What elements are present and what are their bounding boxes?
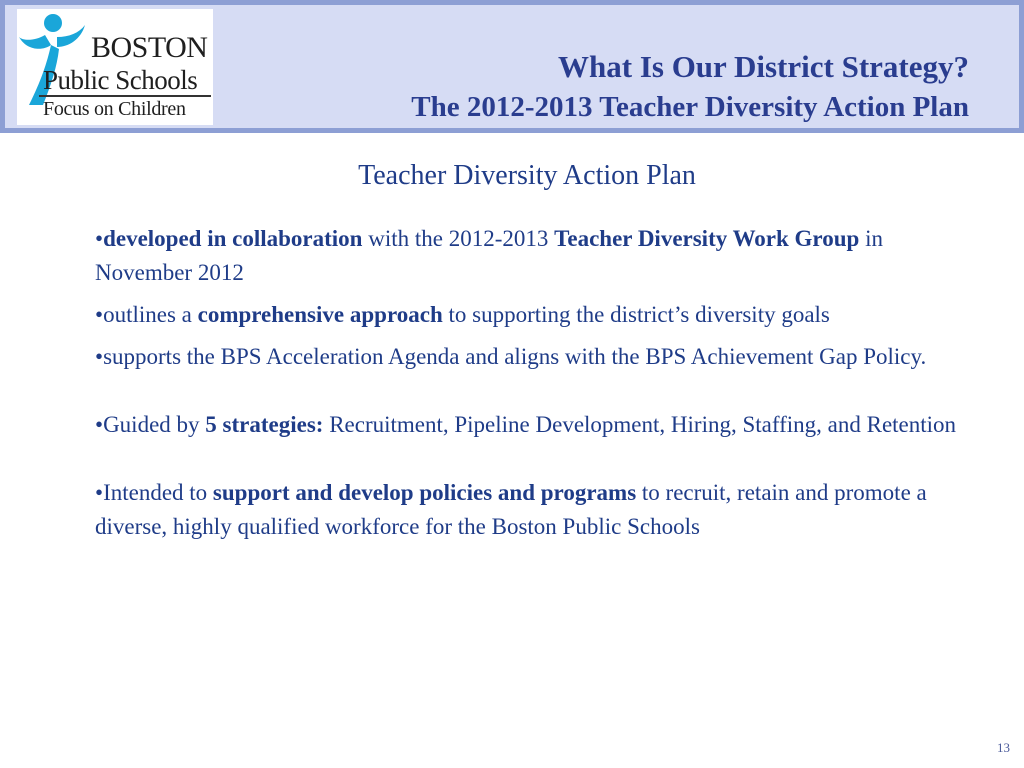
logo-text-boston: BOSTON [91,31,208,64]
bullet-text: outlines a [103,302,198,327]
bullet-text: Intended to [103,480,213,505]
bullet-text: supports the BPS Acceleration Agenda and aligns with the BPS Achievement Gap Policy. [103,344,927,369]
bullet-bold: 5 strategies: [205,412,324,437]
slide-title: What Is Our District Strategy? [558,49,969,84]
bullet-item: •Intended to support and develop policies and programs to recruit, retain and promote a diverse, highly qualified workforce for the Boston Public Schools [95,480,927,539]
page-number: 13 [997,740,1010,755]
bullet-text: with the 2012-2013 [362,226,555,251]
bullet-text: to recruit, retain and promote a diverse, highly qualified workforce for the Boston Public Schools [95,480,927,539]
slide-header [0,0,1024,133]
slide-subtitle: The 2012-2013 Teacher Diversity Action Plan [411,91,969,123]
bullet-text: Recruitment, Pipeline Development, Hiring, Staffing, and Retention [323,412,957,437]
bullet-item: •outlines a comprehensive approach to supporting the district’s diversity goals [95,302,830,327]
logo-text-public-schools: Public Schools [43,65,198,95]
bullet-item: •developed in collaboration with the 2012-2013 Teacher Diversity Work Group in November 2012 [95,226,883,285]
bullet-item: •Guided by 5 strategies: Recruitment, Pipeline Development, Hiring, Staffing, and Retention [95,412,957,437]
bullet-list [95,222,965,552]
bullet-text: to supporting the district’s diversity goals [442,302,830,327]
logo-text-tagline: Focus on Children [43,98,186,120]
bullet-bold: Teacher Diversity Work Group [554,226,860,251]
bullet-item: •supports the BPS Acceleration Agenda and aligns with the BPS Achievement Gap Policy. [95,344,927,369]
section-title: Teacher Diversity Action Plan [358,160,696,191]
boston-public-schools-logo [17,9,213,125]
bullet-text: Guided by [103,412,206,437]
bullet-bold: support and develop policies and programs [212,480,637,505]
bullet-bold: comprehensive approach [197,302,443,327]
bullet-text: in November 2012 [95,226,883,285]
bullet-bold: developed in collaboration [103,226,363,251]
logo-divider [39,95,211,97]
